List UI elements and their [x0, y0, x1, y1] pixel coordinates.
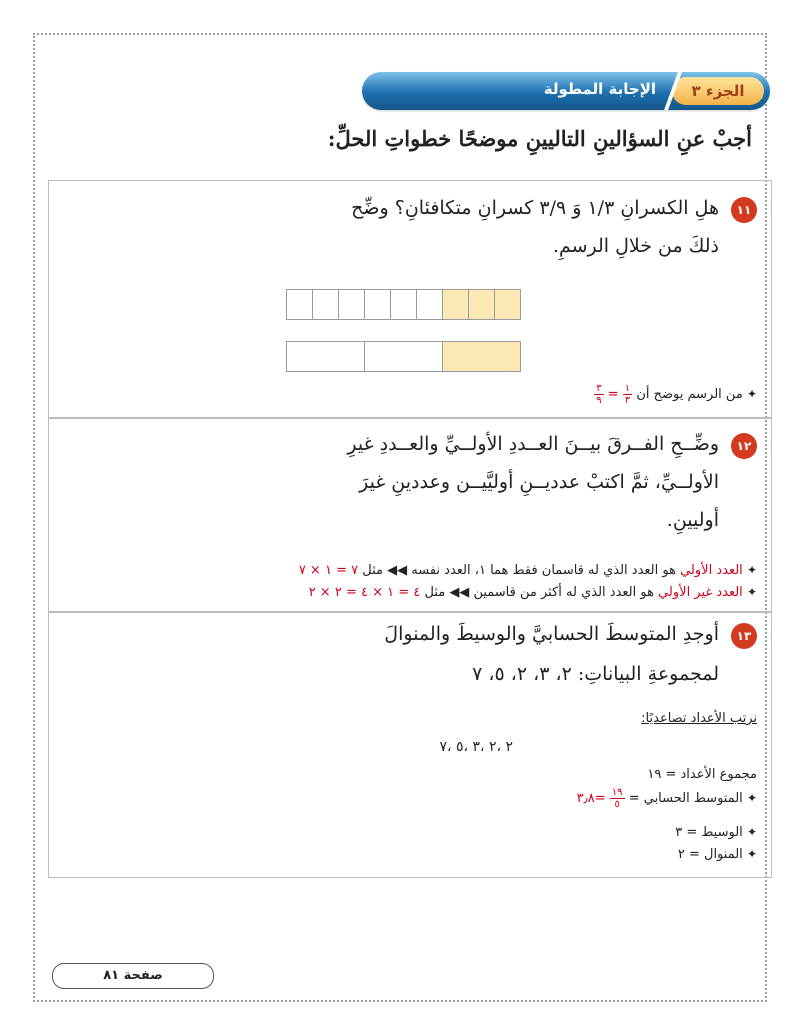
model-cell-shaded: [494, 289, 521, 320]
sorted-values: ٢ ،٢ ،٣ ،٥ ،٧: [439, 739, 513, 755]
question-12-line-2: الأولــيِّ، ثمَّ اكتبْ عدديــنِ أوليَّيــن وعددينِ غيرَ: [359, 471, 719, 493]
double-arrow-icon: ◀◀: [387, 563, 408, 578]
question-13-box: [48, 612, 772, 878]
question-11-line-1: هلِ الكسرانِ ١/٣ وَ ٣/٩ كسرانِ متكافئانِ؟ وضِّح: [351, 197, 719, 219]
bullet-star-icon: ✦: [746, 791, 757, 805]
section-title: الإجابة المطولة: [543, 80, 656, 98]
composite-example: ٤ = ١ × ٤ = ٢ × ٢: [308, 585, 421, 600]
question-number-13: ١٣: [731, 623, 757, 649]
question-11-box: [48, 180, 772, 418]
model-cell: [338, 289, 365, 320]
mode-line: [678, 847, 757, 862]
double-arrow-icon: ◀◀: [449, 585, 470, 600]
fraction-model-thirds: [287, 341, 521, 372]
question-12-answer-2: [309, 585, 757, 600]
answer-equation: $\frac{١}{٣}$ = $\frac{٣}{٩}$: [596, 383, 631, 406]
bullet-star-icon: ✦: [746, 387, 757, 401]
question-11-answer: [594, 383, 757, 406]
mean-line: [577, 787, 757, 810]
composite-definition: هو العدد الذي له أكثر من قاسمين: [473, 585, 654, 600]
model-cell: [390, 289, 417, 320]
median-line: [675, 825, 757, 840]
example-label: مثل: [362, 563, 383, 578]
sort-heading: نرتب الأعداد تصاعديًا:: [641, 711, 757, 726]
prime-example: ٧ = ١ × ٧: [298, 563, 359, 578]
question-11-line-2: ذلكَ من خلالِ الرسمِ.: [552, 235, 719, 257]
question-13-line-2: لمجموعةِ البياناتِ: ٢، ٣، ٢، ٥، ٧: [472, 663, 719, 685]
question-number-12: ١٢: [731, 433, 757, 459]
part-label: الجزء ٣: [672, 77, 764, 105]
section-ribbon: [362, 72, 770, 110]
model-cell: [286, 341, 365, 372]
bullet-star-icon: ✦: [746, 585, 757, 599]
mean-label: المتوسط الحسابي =: [628, 791, 743, 806]
prime-term: العدد الأولي: [680, 563, 743, 578]
mode-text: المنوال = ٢: [677, 847, 743, 862]
bullet-star-icon: ✦: [746, 563, 757, 577]
question-13-line-1: أوجدِ المتوسطَ الحسابيَّ والوسيطَ والمنوالَ: [384, 623, 719, 645]
question-12-answer-1: [299, 563, 757, 578]
question-12-line-3: أوليينِ.: [666, 509, 719, 531]
instruction-text: أجبْ عنِ السؤالينِ التاليينِ موضحًا خطواتِ الحلِّ:: [327, 126, 752, 151]
model-cell-shaded: [468, 289, 495, 320]
model-cell: [312, 289, 339, 320]
example-label: مثل: [424, 585, 446, 600]
model-cell: [286, 289, 313, 320]
sum-line: مجموع الأعداد = ١٩: [647, 767, 757, 782]
bullet-star-icon: ✦: [746, 825, 757, 839]
fraction-one-third: $\frac{١}{٣}$: [624, 383, 631, 406]
model-cell: [364, 341, 443, 372]
model-cell-shaded: [442, 341, 521, 372]
question-12-line-1: وضِّــحِ الفــرقَ بيــنَ العــددِ الأولــيِّ والعــددِ غيرِ: [347, 433, 719, 455]
mean-result: $\frac{١٩}{٥}$ =٣٫٨: [576, 787, 623, 810]
fraction-model-ninths: [287, 289, 521, 320]
question-12-box: [48, 418, 772, 612]
composite-term: العدد غير الأولي: [658, 585, 743, 600]
mean-fraction: $\frac{١٩}{٥}$: [611, 787, 623, 810]
question-number-11: ١١: [731, 197, 757, 223]
median-text: الوسيط = ٣: [675, 825, 743, 840]
answer-prefix: من الرسم يوضح أن: [636, 387, 743, 402]
page-number: صفحة ٨١: [52, 963, 214, 989]
model-cell: [416, 289, 443, 320]
bullet-star-icon: ✦: [746, 847, 757, 861]
fraction-three-ninths: $\frac{٣}{٩}$: [596, 383, 602, 406]
model-cell-shaded: [442, 289, 469, 320]
prime-definition: هو العدد الذي له قاسمان فقط هما ١، العدد نفسه: [411, 563, 676, 578]
model-cell: [364, 289, 391, 320]
